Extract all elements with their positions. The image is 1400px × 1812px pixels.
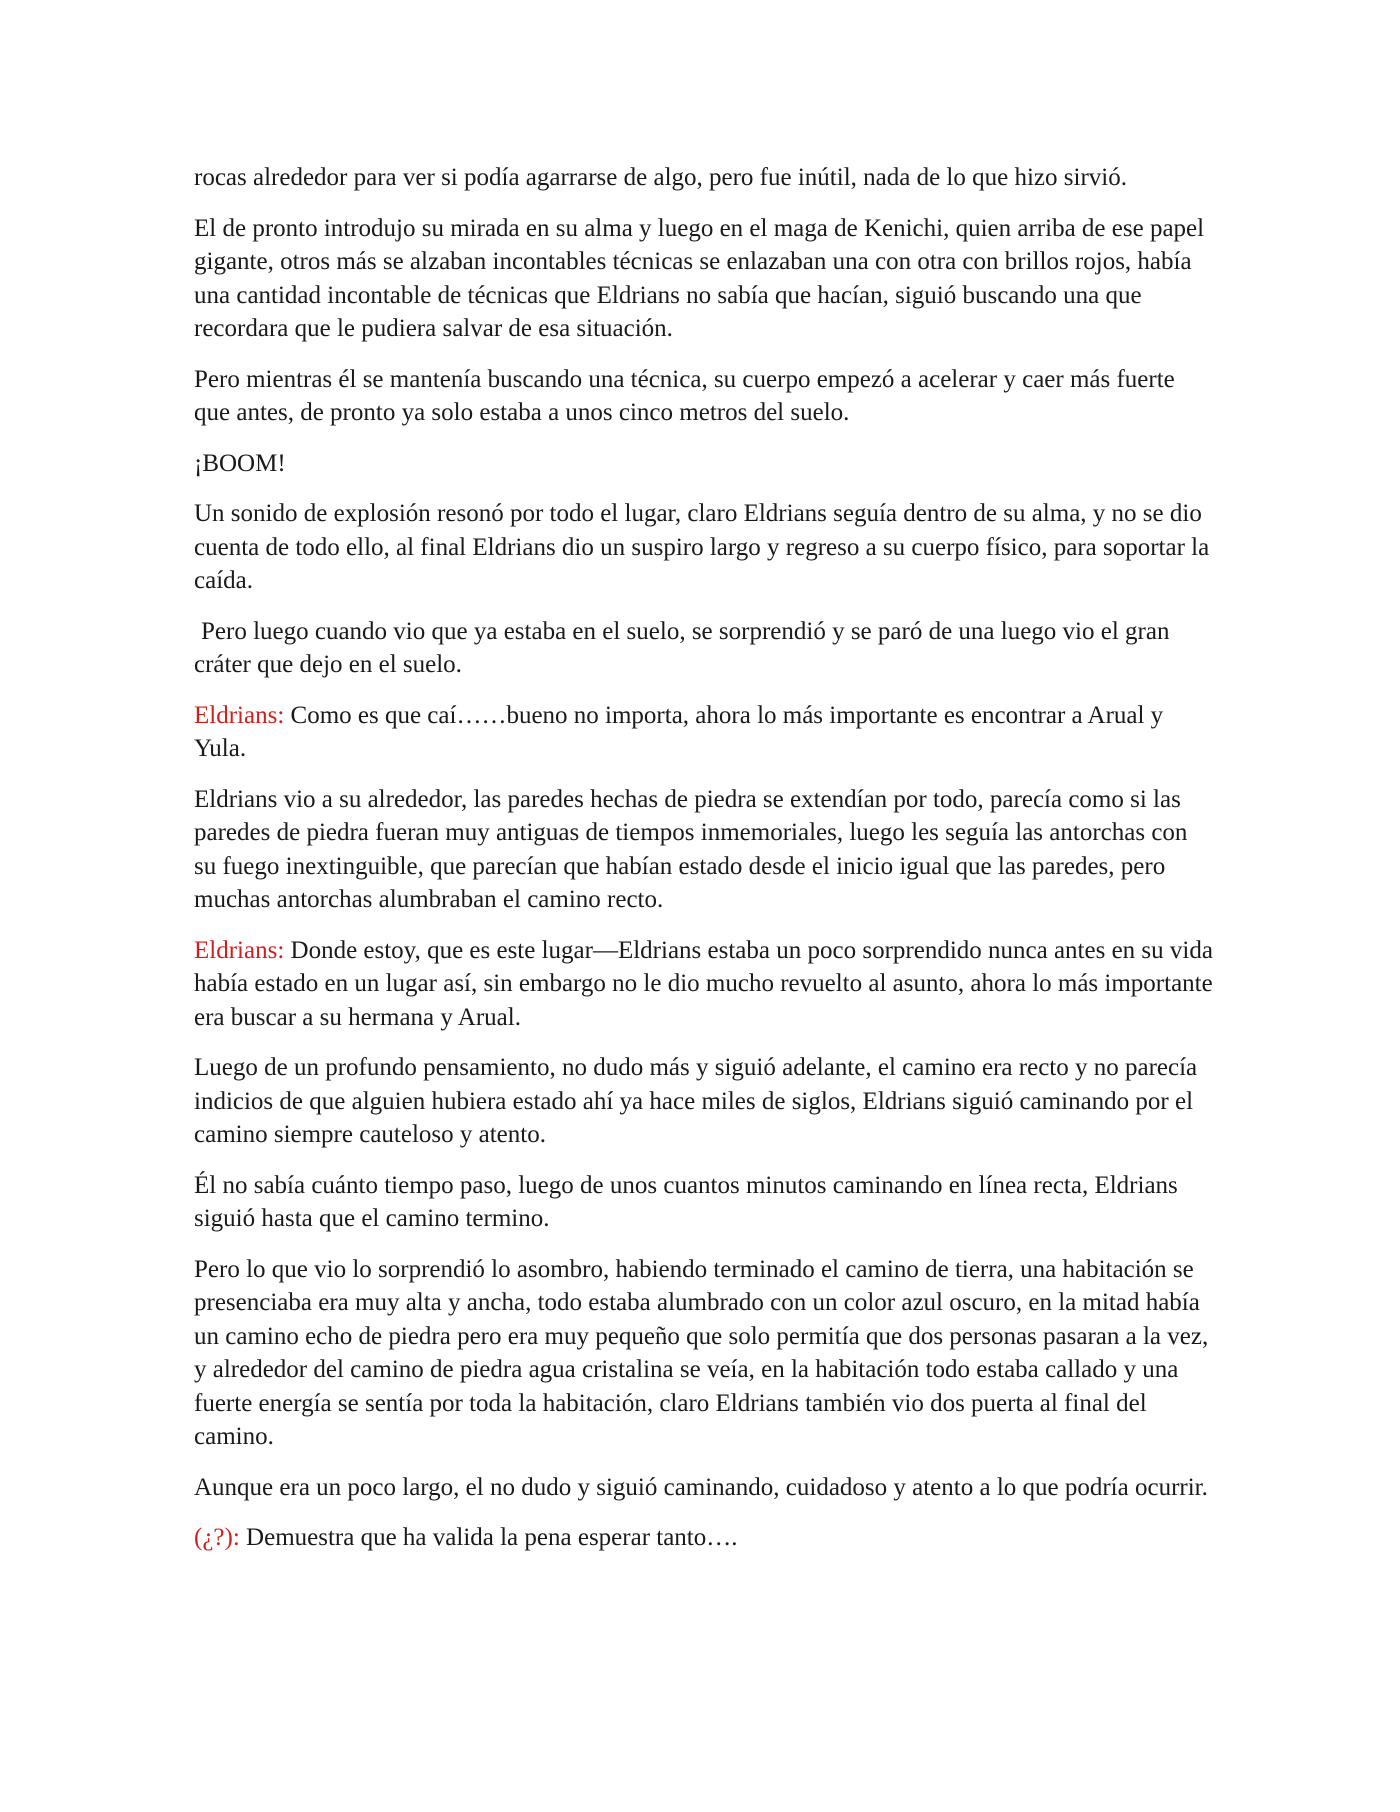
paragraph: El de pronto introdujo su mirada en su alma y luego en el maga de Kenichi, quien arriba de ese papel gigante, otros más se alzaban incontables técnicas se enlazaban una con otra con brillos rojos, había una cantidad incontable de técnicas que Eldrians no sabía que hacían, siguió buscando una que recordara que le pudiera salvar de esa situación. — [194, 214, 1205, 342]
dialogue-text: Demuestra que ha valida la pena esperar tanto…. — [239, 1524, 738, 1551]
paragraph: Luego de un profundo pensamiento, no dudo más y siguió adelante, el camino era recto y no parecía indicios de que alguien hubiera estado ahí ya hace miles de siglos, Eldrians siguió caminando por el camino siempre cauteloso y atento. — [194, 1054, 1198, 1148]
paragraph: Pero lo que vio lo sorprendió lo asombro, habiendo terminado el camino de tierra, una habitación se presenciaba era muy alta y ancha, todo estaba alumbrado con un color azul oscuro, en la mitad había un camino echo de piedra pero era muy pequeño que solo permitía que dos personas pasaran a la vez, y alrededor del camino de piedra agua cristalina se veía, en la habitación todo estaba callado y una fuerte energía se sentía por toda la habitación, claro Eldrians también vio dos puerta al final del camino. — [194, 1255, 1209, 1450]
speaker-label: Eldrians: — [194, 701, 285, 729]
dialogue-paragraph — [194, 934, 1214, 1035]
dialogue-text: Como es que caí……bueno no importa, ahora lo más importante es encontrar a Arual y Yula. — [194, 701, 1164, 762]
paragraph: Aunque era un poco largo, el no dudo y siguió caminando, cuidadoso y atento a lo que podría ocurrir. — [194, 1473, 1208, 1501]
paragraph: Un sonido de explosión resonó por todo el lugar, claro Eldrians seguía dentro de su alma, y no se dio cuenta de todo ello, al final Eldrians dio un suspiro largo y regreso a su cuerpo físico, para soportar la caída. — [194, 500, 1210, 594]
speaker-label: (¿?): — [194, 1524, 240, 1551]
dialogue-paragraph — [194, 1521, 1214, 1555]
speaker-label: Eldrians: — [194, 936, 285, 964]
paragraph: Pero mientras él se mantenía buscando una técnica, su cuerpo empezó a acelerar y caer más fuerte que antes, de pronto ya solo estaba a unos cinco metros del suelo. — [194, 365, 1175, 426]
document-page — [194, 161, 1214, 1572]
paragraph: Eldrians vio a su alrededor, las paredes hechas de piedra se extendían por todo, parecía como si las paredes de piedra fueran muy antiguas de tiempos inmemoriales, luego les seguía las antorchas con su fuego inextinguible, que parecían que habían estado desde el inicio igual que las paredes, pero muchas antorchas alumbraban el camino recto. — [194, 785, 1188, 913]
dialogue-paragraph — [194, 699, 1214, 766]
paragraph: ¡BOOM! — [194, 449, 286, 477]
paragraph: rocas alrededor para ver si podía agarrarse de algo, pero fue inútil, nada de lo que hizo sirvió. — [194, 164, 1127, 191]
paragraph: Pero luego cuando vio que ya estaba en el suelo, se sorprendió y se paró de una luego vio el gran cráter que dejo en el suelo. — [194, 617, 1170, 678]
paragraph: Él no sabía cuánto tiempo paso, luego de unos cuantos minutos caminando en línea recta, Eldrians siguió hasta que el camino termino. — [194, 1171, 1178, 1232]
dialogue-text: Donde estoy, que es este lugar—Eldrians estaba un poco sorprendido nunca antes en su vida había estado en un lugar así, sin embargo no le dio mucho revuelto al asunto, ahora lo más importante era buscar a su hermana y Arual. — [194, 936, 1213, 1031]
